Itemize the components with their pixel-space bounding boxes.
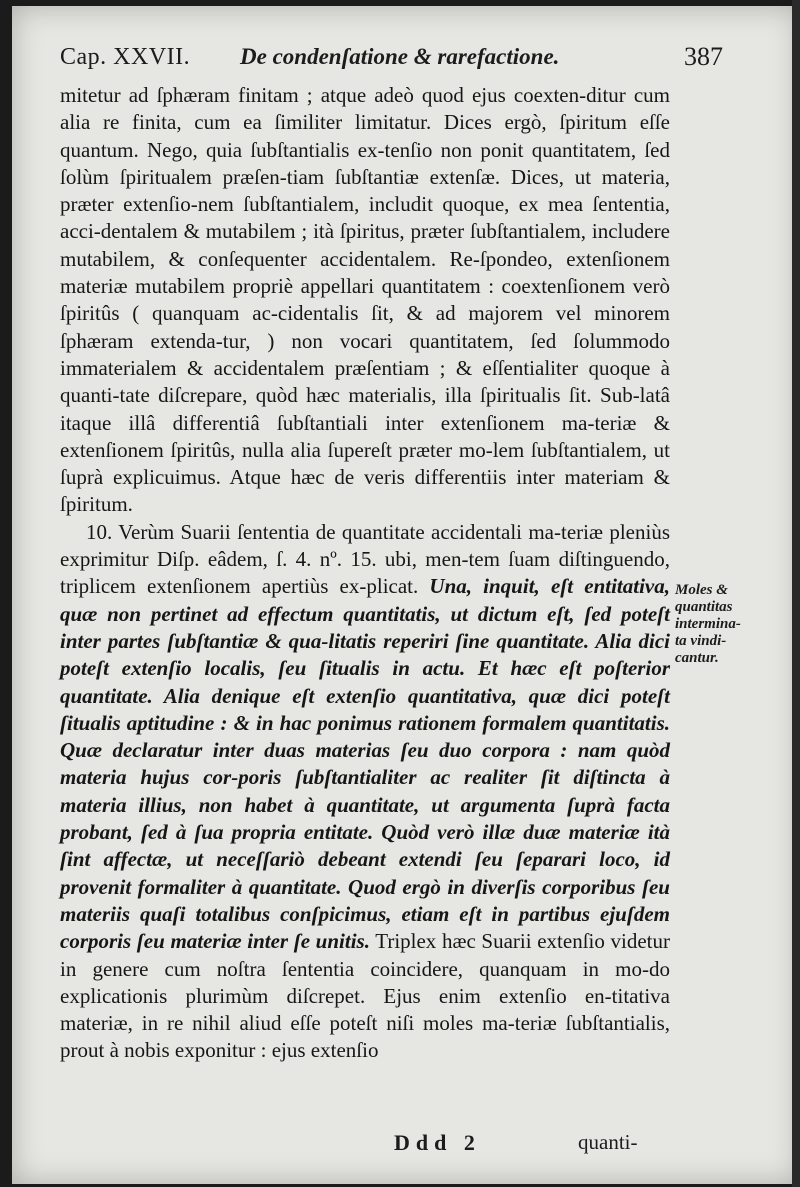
running-header xyxy=(60,36,750,80)
paragraph-2-intro: 10. Verùm Suarii ſententia de quantitate accidentali ma-teriæ pleniùs exprimitur Diſp. eâdem, ſ. 4. nº. 15. ubi, men-tem ſuam diſtinguendo, triplicem extenſionem apertiùs ex-plicat. xyxy=(60,519,670,599)
signature-mark: Ddd 2 xyxy=(394,1130,481,1155)
paragraph-2 xyxy=(60,519,670,1065)
marginal-note-line: intermina- xyxy=(675,616,741,632)
running-title: De condenſatione & rarefactione. xyxy=(240,44,560,69)
marginal-note-line: Moles & xyxy=(675,582,728,598)
suarez-quotation: Una, inquit, eſt entitativa, quæ non pertinet ad effectum quantitatis, ut dictum eſt, ſed poteſt inter partes ſubſtantiæ & qua-litatis reperiri ſine quantitate. Alia dici poteſt extenſio localis, ſeu ſitualis in actu. Et hæc eſt poſterior quantitate. Alia denique eſt extenſio quantitativa, quæ dici poteſt ſitualis aptitudine : & in hac ponimus rationem formalem quantitatis. Quæ declaratur inter duas materias ſeu duo corpora : nam quòd materia hujus cor-poris ſubſtantialiter ac realiter ſit diſtincta à materia illius, non habet à quantitate, ut argumenta ſuprà facta probant, ſed à ſua propria entitate. Quòd verò illæ duæ materiæ ità ſint affectæ, ut neceſſariò debeant extendi ſeu ſeparari loco, id provenit formaliter à quantitate. Quod ergò in diverſis corporibus ſeu materiis quaſi totalibus conſpicimus, etiam eſt in partibus ejuſdem corporis ſeu materiæ inter ſe unitis. xyxy=(60,574,670,954)
main-text xyxy=(60,82,670,1065)
marginal-note xyxy=(675,582,775,667)
marginal-note-line: quantitas xyxy=(675,599,733,615)
chapter-heading: Cap. XXVII. xyxy=(60,44,191,70)
scan-edge xyxy=(792,0,800,1187)
page-number: 387 xyxy=(684,42,723,71)
paragraph-2-conclusion: Triplex hæc Suarii extenſio videtur in genere cum noſtra ſententia coincidere, quanquam in mo-do explicationis plurimùm diſcrepet. Ejus enim extenſio en-titativa materiæ, in re nihil aliud eſſe poteſt niſi moles ma-teriæ ſubſtantialis, prout à nobis exponitur : ejus extenſio xyxy=(60,929,670,1063)
book-page xyxy=(12,6,800,1184)
marginal-note-line: ta vindi- xyxy=(675,633,727,649)
marginal-note-line: cantur. xyxy=(675,650,719,666)
paragraph-1: mitetur ad ſphæram finitam ; atque adeò quod ejus coexten-ditur cum alia re finita, cum ea ſimiliter limitatur. Dices ergò, ſpiritum eſſe quantum. Nego, quia ſubſtantialis ex-tenſio non ponit quantitatem, ſed ſolùm ſpiritualem præſen-tiam ſubſtantiæ extenſæ. Dices, ut materia, præter extenſio-nem ſubſtantialem, includit quoque, ex mea ſententia, acci-dentalem & mutabilem ; ità ſpiritus, præter ſubſtantialem, includere mutabilem, & conſequenter accidentalem. Re-ſpondeo, extenſionem materiæ mutabilem propriè appellari quantitatem : coextenſionem verò ſpiritûs ( quanquam ac-cidentalis ſit, & ad majorem vel minorem ſphæram extenda-tur, ) non vocari quantitatem, ſed ſolummodo immaterialem & accidentalem præſentiam ; & eſſentialiter quoque à quanti-tate diſcrepare, quòd hæc materialis, illa ſpiritualis ſit. Sub-latâ itaque illâ differentiâ ſubſtantiali inter extenſionem ma-teriæ & extenſionem ſpiritûs, nulla alia ſupereſt præter mo-lem ſubſtantialem, ut ſuprà explicuimus. Atque hæc de veris differentiis inter materiam & ſpiritum. xyxy=(60,83,670,517)
catchword: quanti- xyxy=(578,1130,638,1154)
